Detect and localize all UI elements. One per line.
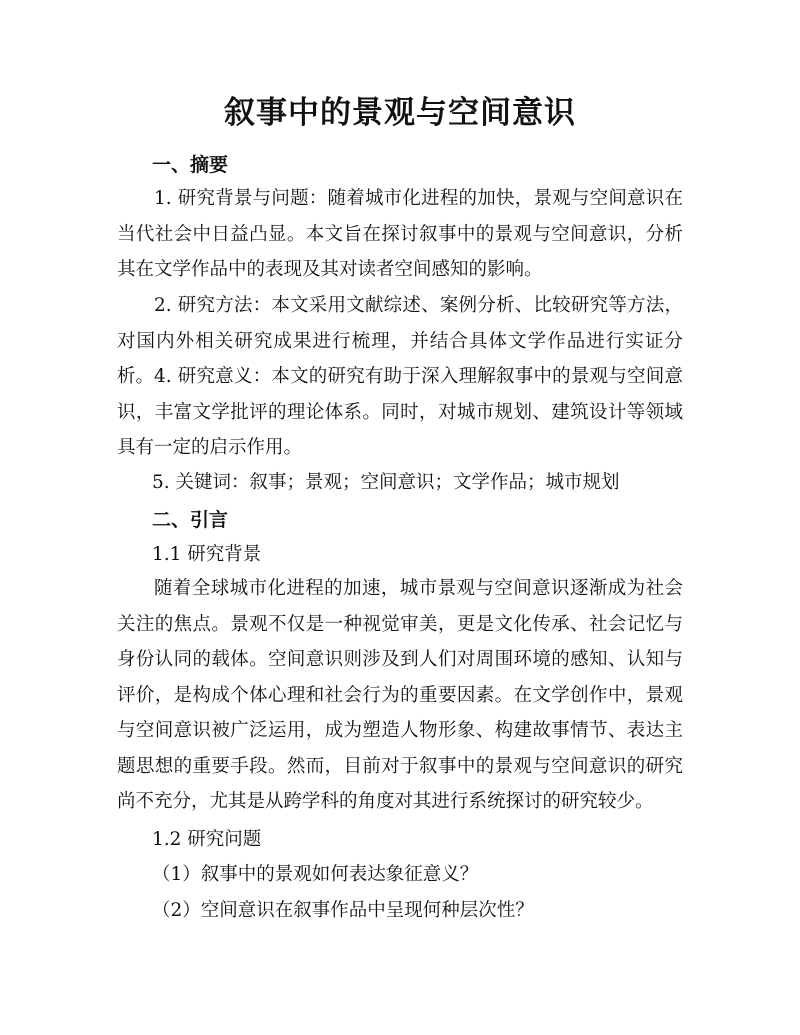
abstract-heading: 一、摘要: [152, 154, 229, 176]
subheading-research-questions: 1.2 研究问题: [152, 829, 262, 850]
intro-heading: 二、引言: [152, 509, 229, 531]
document-title: 叙事中的景观与空间意识: [224, 95, 576, 131]
keywords-line: 5. 关键词：叙事；景观；空间意识；文学作品；城市规划: [152, 472, 620, 493]
abstract-paragraph-3: 4. 研究意义：本文的研究有助于深入理解叙事中的景观与空间意识，丰富文学批评的理论体系。同时，对城市规划、建筑设计等领域具有一定的启示作用。: [117, 366, 683, 458]
abstract-paragraph-1: 1. 研究背景与问题：随着城市化进程的加快，景观与空间意识在当代社会中日益凸显。本文旨在探讨叙事中的景观与空间意识，分析其在文学作品中的表现及其对读者空间感知的影响。: [117, 188, 683, 280]
research-question-1: （1）叙事中的景观如何表达象征意义？: [152, 864, 479, 885]
subheading-research-background: 1.1 研究背景: [152, 544, 262, 565]
intro-paragraph: 随着全球城市化进程的加速，城市景观与空间意识逐渐成为社会关注的焦点。景观不仅是一种视觉审美，更是文化传承、社会记忆与身份认同的载体。空间意识则涉及到人们对周围环境的感知、认知与评价，是构成个体心理和社会行为的重要因素。在文学创作中，景观与空间意识被广泛运用，成为塑造人物形象、构建故事情节、表达主题思想的重要手段。然而，目前对于叙事中的景观与空间意识的研究尚不充分，尤其是从跨学科的角度对其进行系统探讨的研究较少。: [117, 578, 683, 812]
research-question-2: （2）空间意识在叙事作品中呈现何种层次性？: [152, 900, 534, 921]
abstract-paragraph-2: 2. 研究方法：本文采用文献综述、案例分析、比较研究等方法，对国内外相关研究成果进行梳理，并结合具体文学作品进行实证分析。: [117, 295, 683, 387]
